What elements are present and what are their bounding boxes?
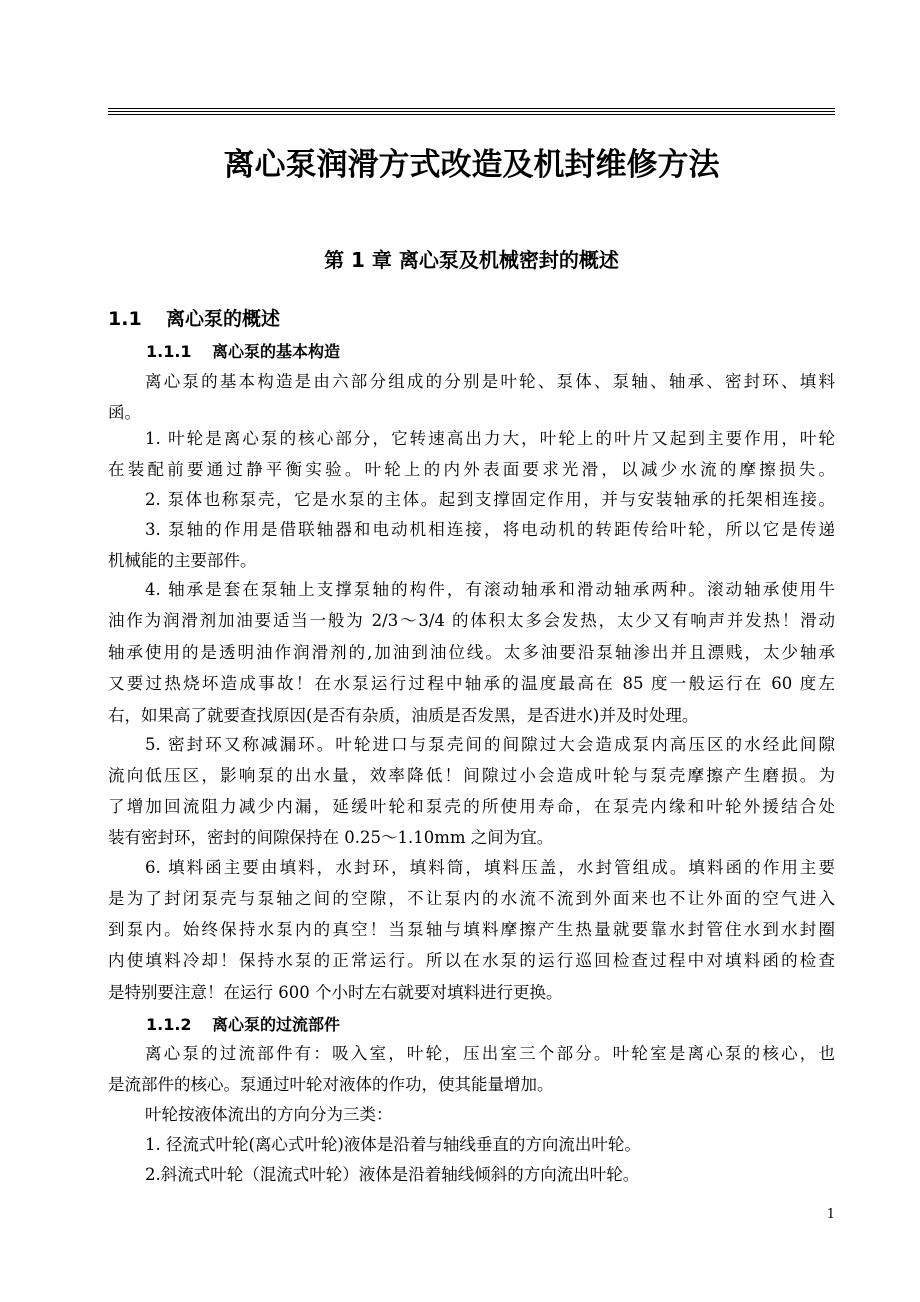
document-title: 离心泵润滑方式改造及机封维修方法 [223, 147, 720, 183]
header-rule-bottom [108, 114, 835, 115]
text-line: 2.斜流式叶轮（混流式叶轮）液体是沿着轴线倾斜的方向流出叶轮。 [145, 1165, 640, 1184]
text-line: 装有密封环，密封的间隙保持在 0.25～1.10mm 之间为宜。 [108, 828, 554, 847]
text-line: 5. 密封环又称减漏环。叶轮进口与泵壳间的间隙过大会造成泵内高压区的水经此间隙 [145, 735, 835, 754]
header-rule-middle [108, 111, 835, 112]
subsection-heading-1-1-2 [146, 1013, 340, 1037]
text-line: 又要过热烧坏造成事故！在水泵运行过程中轴承的温度最高在 85 度一般运行在 60 度左 [108, 674, 835, 693]
text-line: 是流部件的核心。泵通过叶轮对液体的作功，使其能量增加。 [108, 1075, 554, 1094]
subsection-heading-1-1-1 [146, 340, 340, 364]
text-line: 2. 泵体也称泵壳，它是水泵的主体。起到支撑固定作用，并与安装轴承的托架相连接。 [145, 490, 835, 509]
text-line: 叶轮按液体流出的方向分为三类： [145, 1105, 393, 1124]
text-line: 是特别要注意！在运行 600 个小时左右就要对填料进行更换。 [108, 983, 563, 1002]
text-line: 内使填料冷却！保持水泵的正常运行。所以在水泵的运行巡回检查过程中对填料函的检查 [108, 951, 835, 970]
header-rule-top [108, 108, 835, 109]
section-heading-1-1 [108, 304, 280, 334]
text-line: 离心泵的基本构造是由六部分组成的分别是叶轮、泵体、泵轴、轴承、密封环、填料 [145, 372, 835, 391]
subsection-number: 1.1.2 [146, 1015, 192, 1034]
text-line: 油作为润滑剂加油要适当一般为 2/3～3/4 的体积太多会发热，太少又有响声并发热！滑动 [108, 611, 835, 630]
text-line: 是为了封闭泵壳与泵轴之间的空隙，不让泵内的水流不流到外面来也不让外面的空气进入 [108, 889, 835, 908]
text-line: 6. 填料函主要由填料，水封环，填料筒，填料压盖，水封管组成。填料函的作用主要 [145, 858, 835, 877]
subsection-title: 离心泵的过流部件 [212, 1015, 341, 1034]
text-line: 了增加回流阻力减少内漏，延缓叶轮和泵壳的所使用寿命，在泵壳内缘和叶轮外援结合处 [108, 797, 835, 816]
text-line: 机械能的主要部件。 [108, 551, 257, 570]
subsection-title: 离心泵的基本构造 [212, 342, 341, 361]
text-line: 右，如果高了就要查找原因(是否有杂质，油质是否发黑，是否进水)并及时处理。 [108, 706, 699, 725]
section-number: 1.1 [108, 308, 142, 330]
text-line: 1. 径流式叶轮(离心式叶轮)液体是沿着与轴线垂直的方向流出叶轮。 [145, 1135, 641, 1154]
text-line: 1. 叶轮是离心泵的核心部分，它转速高出力大，叶轮上的叶片又起到主要作用，叶轮 [145, 429, 835, 448]
page-number: 1 [826, 1207, 835, 1222]
chapter-heading: 第 1 章 离心泵及机械密封的概述 [324, 248, 619, 272]
text-line: 离心泵的过流部件有：吸入室，叶轮，压出室三个部分。叶轮室是离心泵的核心，也 [145, 1044, 835, 1063]
text-line: 函。 [108, 403, 141, 422]
text-line: 在装配前要通过静平衡实验。叶轮上的内外表面要求光滑，以减少水流的摩擦损失。 [108, 460, 835, 479]
text-line: 流向低压区，影响泵的出水量，效率降低！间隙过小会造成叶轮与泵壳摩擦产生磨损。为 [108, 766, 835, 785]
text-line: 3. 泵轴的作用是借联轴器和电动机相连接，将电动机的转距传给叶轮，所以它是传递 [145, 520, 835, 539]
text-line: 到泵内。始终保持水泵内的真空！当泵轴与填料摩擦产生热量就要靠水封管住水到水封圈 [108, 920, 835, 939]
text-line: 轴承使用的是透明油作润滑剂的,加油到油位线。太多油要沿泵轴渗出并且漂贱，太少轴承 [108, 643, 835, 662]
text-line: 4. 轴承是套在泵轴上支撑泵轴的构件，有滚动轴承和滑动轴承两种。滚动轴承使用牛 [145, 580, 835, 599]
subsection-number: 1.1.1 [146, 342, 192, 361]
section-title: 离心泵的概述 [166, 308, 281, 330]
